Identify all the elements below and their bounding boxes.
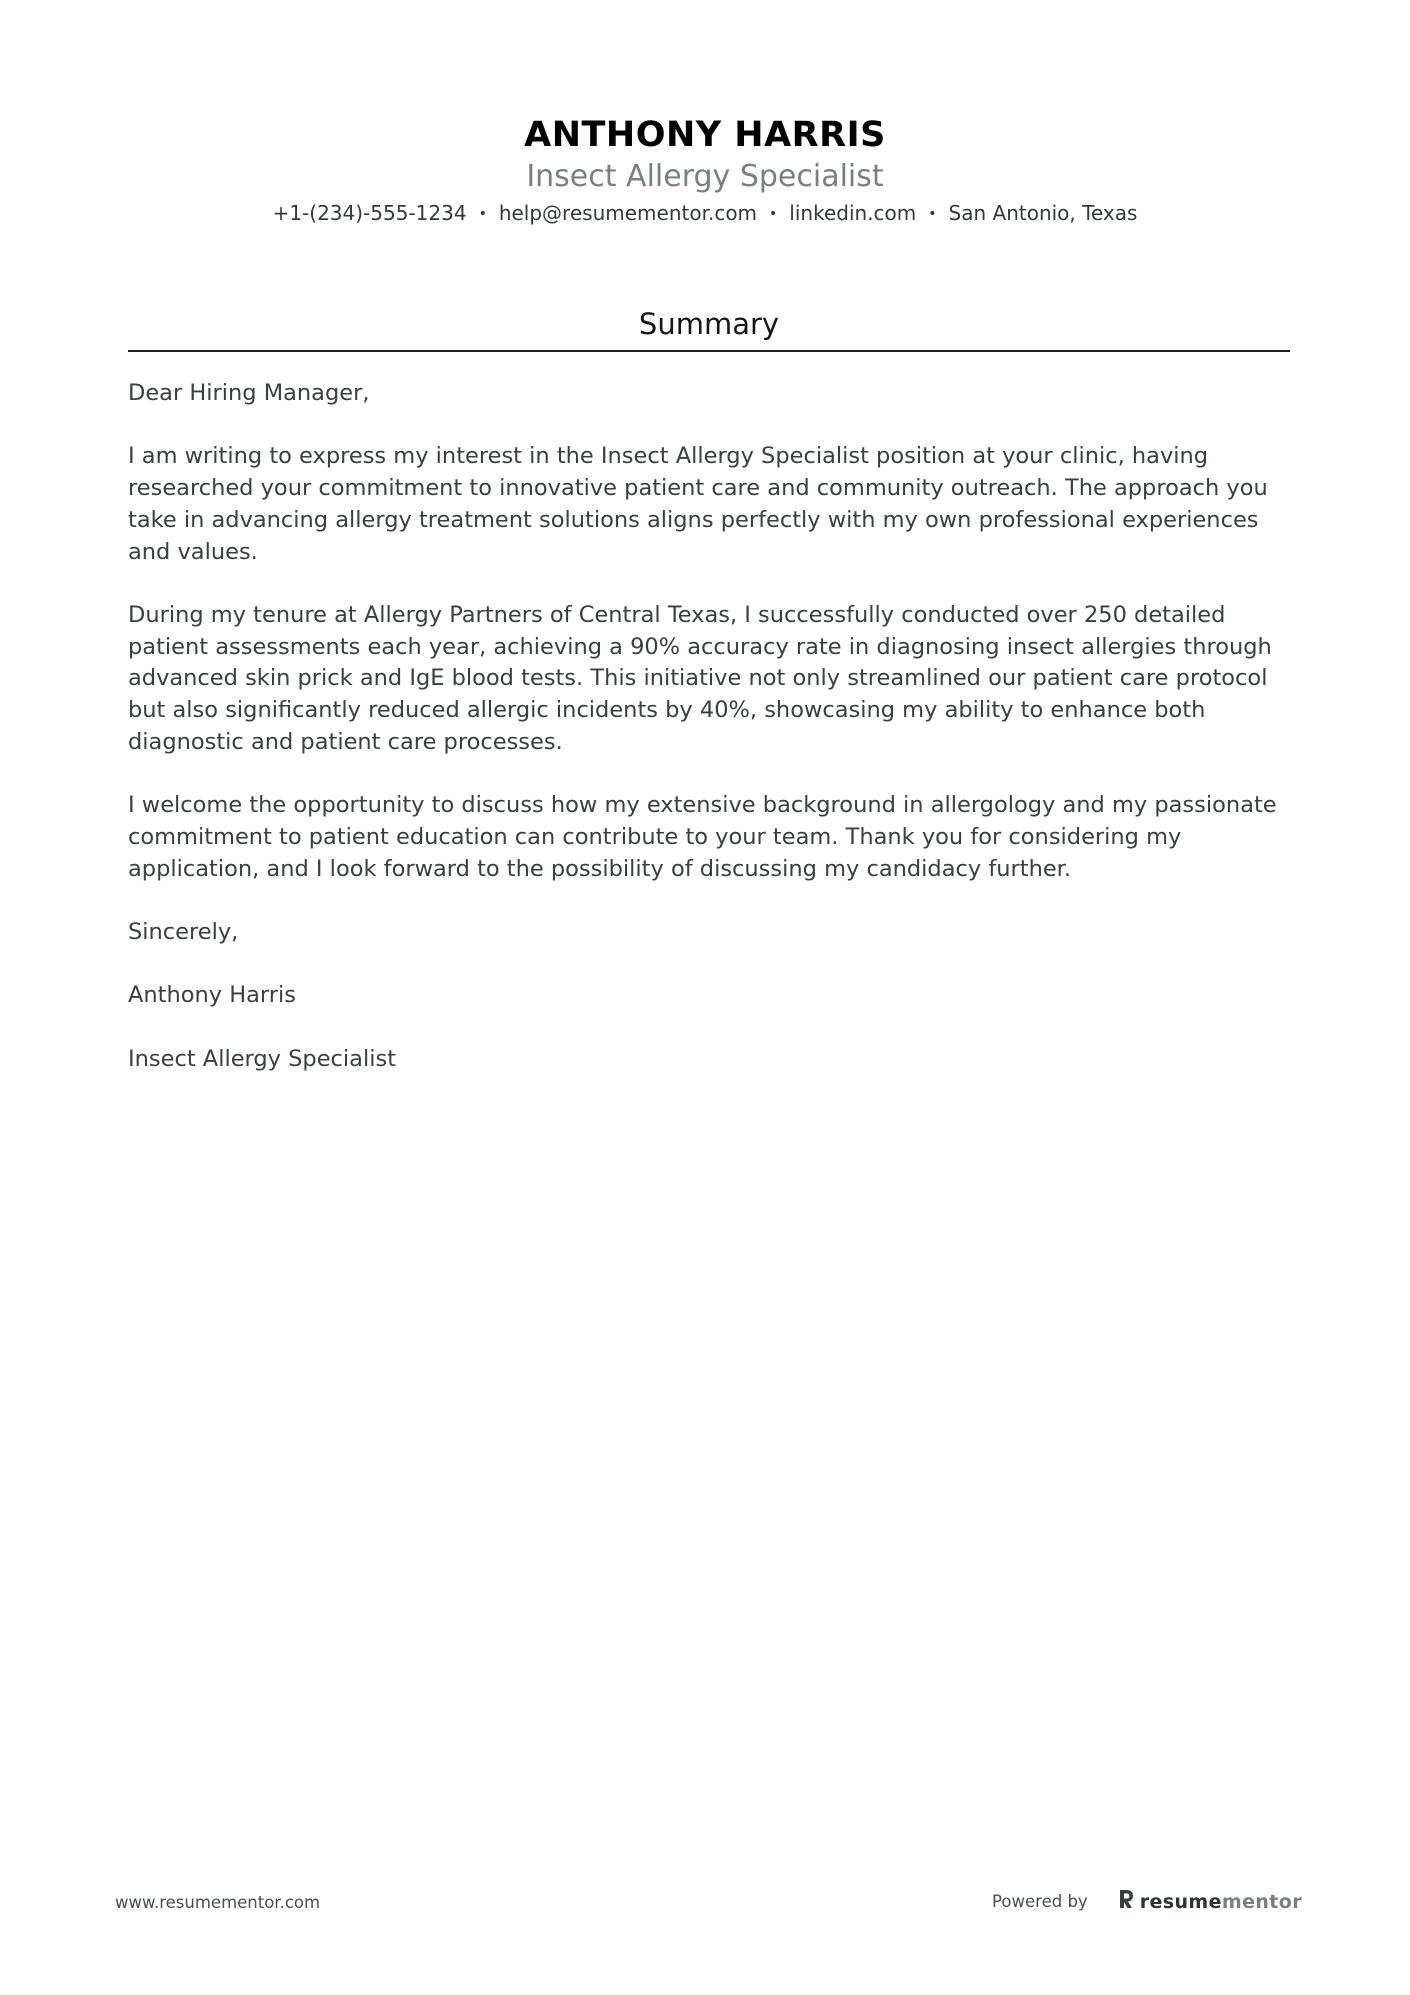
resume-header — [0, 112, 1410, 229]
letter-paragraph-2: During my tenure at Allergy Partners of Central Texas, I successfully conducted over 250 detailed patient assessments each year, achieving a 90% accuracy rate in diagnosing insect allergies through advanced skin prick and IgE blood tests. This initiative not only streamlined our patient care protocol but also significantly reduced allergic incidents by 40%, showcasing my ability to enhance both diagnostic and patient care processes. — [128, 601, 1272, 755]
letter-greeting: Dear Hiring Manager, — [128, 380, 370, 406]
letter-paragraph-1: I am writing to express my interest in the Insect Allergy Specialist position at your clinic, having researched your commitment to innovative patient care and community outreach. The approach you take in advancing allergy treatment solutions aligns perfectly with my own professional experiences and values. — [128, 443, 1268, 565]
brand-name-part-2: mentor — [1221, 1890, 1302, 1913]
signature-title: Insect Allergy Specialist — [128, 1045, 397, 1072]
contact-location: San Antonio, Texas — [948, 201, 1138, 225]
signature-name: Anthony Harris — [128, 982, 297, 1009]
candidate-name: ANTHONY HARRIS — [524, 115, 886, 155]
section-heading-summary: Summary — [638, 307, 780, 341]
contact-separator: • — [769, 206, 778, 222]
contact-line — [0, 198, 1410, 229]
candidate-title: Insect Allergy Specialist — [526, 159, 884, 194]
resumementor-logo-icon — [1118, 1889, 1134, 1914]
letter-closing: Sincerely, — [128, 918, 239, 945]
brand-logo[interactable] — [1118, 1889, 1302, 1914]
brand-name-part-1: resume — [1139, 1890, 1222, 1913]
contact-email[interactable]: help@resumementor.com — [498, 201, 758, 225]
contact-separator: • — [478, 206, 487, 222]
letter-body — [128, 378, 1290, 1107]
contact-linkedin[interactable]: linkedin.com — [789, 201, 917, 225]
powered-by-label: Powered by — [992, 1892, 1088, 1911]
footer-website-link[interactable]: www.resumementor.com — [115, 1893, 321, 1912]
section-divider — [128, 350, 1290, 352]
letter-paragraph-3: I welcome the opportunity to discuss how my extensive background in allergology and my passionate commitment to patient education can contribute to your team. Thank you for considering my application, and I look forward to the possibility of discussing my candidacy further. — [128, 792, 1277, 882]
contact-phone: +1-(234)-555-1234 — [272, 201, 467, 225]
footer-branding — [992, 1889, 1302, 1914]
contact-separator: • — [928, 206, 937, 222]
